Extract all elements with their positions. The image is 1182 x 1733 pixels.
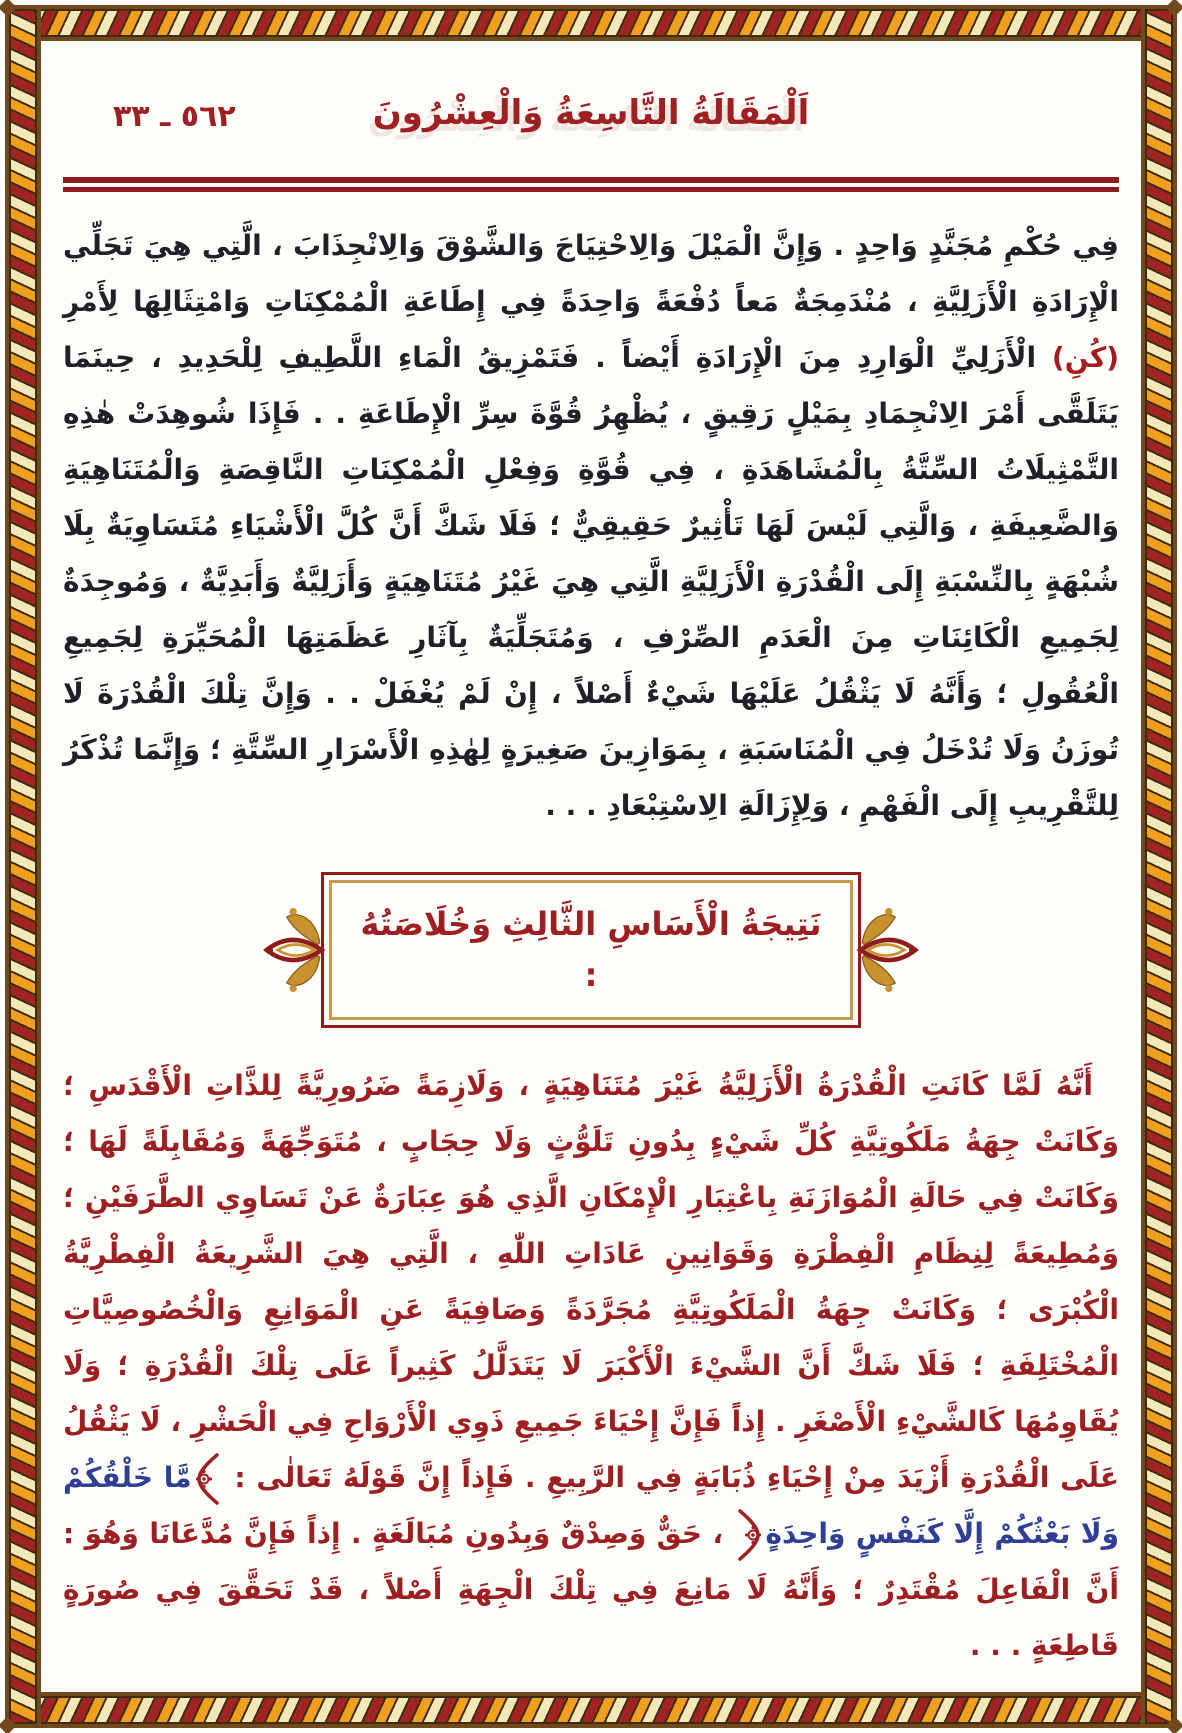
- result-box-inner-border: [329, 880, 853, 1020]
- page-content: [41, 41, 1141, 1692]
- paragraph-1: [63, 218, 1119, 834]
- paragraph-2: [63, 1058, 1119, 1674]
- frame-border-top: [5, 5, 1177, 41]
- paragraph-1-text: فِي حُكْمِ مُجَنَّدٍ وَاحِدٍ . وَإِنَّ الْمَيْلَ وَالِاحْتِيَاجَ وَالشَّوْقَ وَالِانْجِذَابَ ، الَّتِي هِيَ تَجَلِّي الْإِرَادَةِ الْأَزَلِيَّةِ ، مُنْدَمِجَةٌ مَعاً دُفْعَةً وَاحِدَةً فِي إِطَاعَةِ الْمُمْكِنَاتِ وَامْتِثَالِهَا لِأَمْرِ: [63, 229, 1119, 318]
- page-number: ٥٦٢ ـ ٣٣: [113, 99, 236, 134]
- paragraph-2-text-continued: ، حَقٌّ وَصِدْقٌ وَبِدُونِ مُبَالَغَةٍ . إِذاً فَإِنَّ مُدَّعَانَا وَهُوَ : أَنَّ الْفَاعِلَ مُقْتَدِرٌ ؛ وَأَنَّهُ لَا مَانِعَ فِي تِلْكَ الْجِهَةِ أَصْلاً ، قَدْ تَحَقَّقَ فِي صُورَةٍ قَاطِعَةٍ . . .: [63, 1517, 1119, 1663]
- quran-bracket-open-icon: [195, 1452, 221, 1506]
- floral-ornament-left-icon: [263, 902, 327, 998]
- result-box: [321, 872, 861, 1028]
- page-title: اَلْمَقَالَةُ التَّاسِعَةُ وَالْعِشْرُونَ: [372, 93, 810, 133]
- kun-word: (كُنِ): [1051, 341, 1119, 374]
- frame-border-bottom: [5, 1692, 1177, 1728]
- page-header: [61, 59, 1121, 169]
- floral-ornament-right-icon: [855, 902, 919, 998]
- result-box-wrapper: [321, 872, 861, 1028]
- frame-border-left: [5, 5, 41, 1728]
- paragraph-1-text-continued: الْأَزَلِيِّ الْوَارِدِ مِنَ الْإِرَادَةِ أَيْضاً . فَتَمْزِيقُ الْمَاءِ اللَّطِيفِ لِلْحَدِيدِ ، حِينَمَا يَتَلَقَّى أَمْرَ الِانْجِمَادِ بِمَيْلٍ رَقِيقٍ ، يُظْهِرُ قُوَّةَ سِرِّ الْإِطَاعَةِ . . فَإِذَا شُوهِدَتْ هٰذِهِ التَّمْثِيلَاتُ السِّتَّةُ بِالْمُشَاهَدَةِ ، فِي قُوَّةِ وَفِعْلِ الْمُمْكِنَاتِ النَّاقِصَةِ وَالْمُتَنَاهِيَةِ وَالضَّعِيفَةِ ، وَالَّتِي لَيْسَ لَهَا تَأْثِيرٌ حَقِيقِيٌّ ؛ فَلَا شَكَّ أَنَّ كُلَّ الْأَشْيَاءِ مُتَسَاوِيَةٌ بِلَا شُبْهَةٍ بِالنِّسْبَةِ إِلَى الْقُدْرَةِ الْأَزَلِيَّةِ الَّتِي هِيَ غَيْرُ مُتَنَاهِيَةٍ وَأَزَلِيَّةٌ وَأَبَدِيَّةٌ ، وَمُوجِدَةٌ لِجَمِيعِ الْكَائِنَاتِ مِنَ الْعَدَمِ الصِّرْفِ ، وَمُتَجَلِّيَةٌ بِآثَارِ عَظَمَتِهَا الْمُحَيِّرَةِ لِجَمِيعِ الْعُقُولِ ؛ وَأَنَّهُ لَا يَثْقُلُ عَلَيْهَا شَيْءٌ أَصْلاً ، إِنْ لَمْ يُغْفَلْ . . وَإِنَّ تِلْكَ الْقُدْرَةَ لَا تُوزَنُ وَلَا تُدْخَلُ فِي الْمُنَاسَبَةِ ، بِمَوَازِينَ صَغِيرَةٍ لِهٰذِهِ الْأَسْرَارِ السِّتَّةِ ؛ وَإِنَّمَا تُذْكَرُ لِلتَّقْرِيبِ إِلَى الْفَهْمِ ، وَلِإِزَالَةِ الِاسْتِبْعَادِ . . .: [63, 341, 1119, 822]
- paragraph-2-text: أَنَّهُ لَمَّا كَانَتِ الْقُدْرَةُ الْأَزَلِيَّةُ غَيْرَ مُتَنَاهِيَةٍ ، وَلَازِمَةً ضَرُورِيَّةً لِلذَّاتِ الْأَقْدَسِ ؛ وَكَانَتْ جِهَةُ مَلَكُوتِيَّةِ كُلِّ شَيْءٍ بِدُونِ تَلَوُّثٍ وَلَا حِجَابٍ ، مُتَوَجِّهَةً وَمُقَابِلَةً لَهَا ؛ وَكَانَتْ فِي حَالَةِ الْمُوَازَنَةِ بِاعْتِبَارِ الْإِمْكَانِ الَّذِي هُوَ عِبَارَةٌ عَنْ تَسَاوِي الطَّرَفَيْنِ ؛ وَمُطِيعَةً لِنِظَامِ الْفِطْرَةِ وَقَوَانِينِ عَادَاتِ اللّٰهِ ، الَّتِي هِيَ الشَّرِيعَةُ الْفِطْرِيَّةُ الْكُبْرَى ؛ وَكَانَتْ جِهَةُ الْمَلَكُوتِيَّةِ مُجَرَّدَةً وَصَافِيَةً عَنِ الْمَوَانِعِ وَالْخُصُوصِيَّاتِ الْمُخْتَلِفَةِ ؛ فَلَا شَكَّ أَنَّ الشَّيْءَ الْأَكْبَرَ لَا يَتَدَلَّلُ كَثِيراً عَلَى تِلْكَ الْقُدْرَةِ ؛ وَلَا يُقَاوِمُهَا كَالشَّيْءِ الْأَصْغَرِ . إِذاً فَإِنَّ إِحْيَاءَ جَمِيعِ ذَوِي الْأَرْوَاحِ فِي الْحَشْرِ ، لَا يَثْقُلُ عَلَى الْقُدْرَةِ أَزْيَدَ مِنْ إِحْيَاءِ ذُبَابَةٍ فِي الرَّبِيعِ . فَإِذاً إِنَّ قَوْلَهُ تَعَالٰى :: [63, 1069, 1119, 1495]
- quran-verse: مَّا خَلْقُكُمْ وَلَا بَعْثُكُمْ إِلَّا كَنَفْسٍ وَاحِدَةٍ: [63, 1461, 1119, 1551]
- result-box-heading: نَتِيجَةُ الْأَسَاسِ الثَّالِثِ وَخُلَاصَتُهُ :: [360, 905, 822, 995]
- quran-bracket-close-icon: [736, 1508, 762, 1562]
- header-double-rule: [63, 177, 1119, 192]
- frame-border-right: [1141, 5, 1177, 1728]
